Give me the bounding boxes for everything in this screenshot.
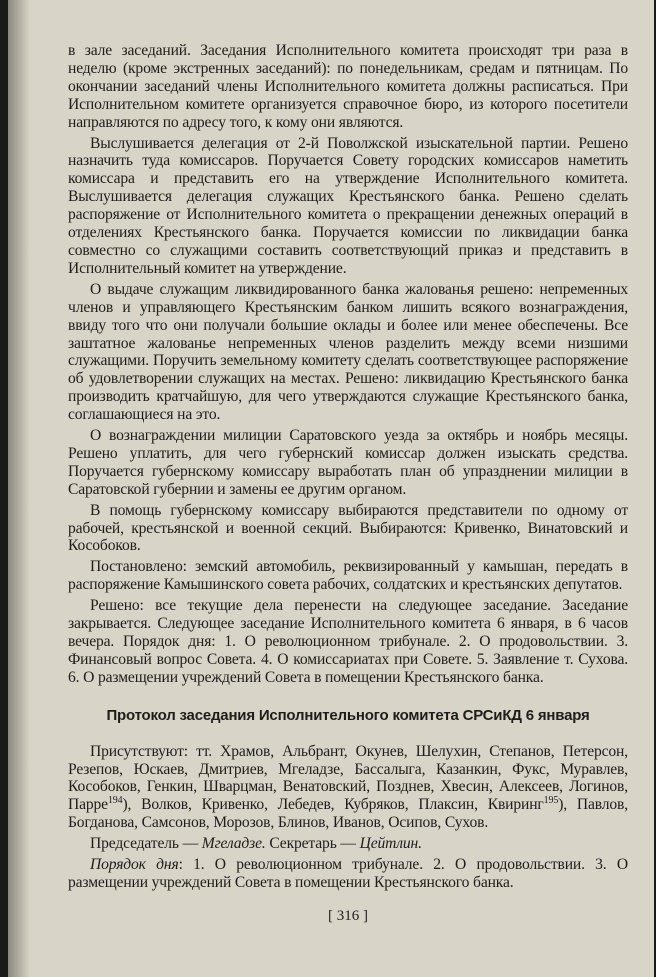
paragraph: в зале заседаний. Заседания Исполнительного комитета происходят три раза в неделю (кроме экстренных заседаний): по понедельникам, средам и пятницам. По окончании заседаний члены Исполнительного комитета должны расписаться. При Исполнительном комитете организуется справочное бюро, из которого посетители направляются по адресу того, к кому они являются.: [68, 42, 628, 131]
paragraph: О вознаграждении милиции Саратовского уезда за октябрь и ноябрь месяцы. Решено уплатить, для чего губернский комиссар должен изыскать средства. Поручается губернскому комиссару выработать план об упразднении милиции в Саратовской губернии и замены ее другим органом.: [68, 427, 628, 498]
attendees-text: ), Павлов, Богданова, Самсонов, Морозов, Блинов, Иванов, Осипов, Сухов.: [68, 796, 628, 832]
agenda-label: Порядок дня: [90, 856, 179, 874]
attendees-paragraph: [68, 743, 628, 833]
attendees-text: Присутствуют: тт. Храмов, Альбрант, Окунев, Шелухин, Степанов, Петерсон, Резепов, Юскаев, Дмитриев, Мгеладзе, Бассалыга, Казанкин, Фукс, Муравлев, Кособоков, Генкин, Шварцман, Венатовский, Позднев, Хвесин, Алексеев, Логинов, Парре: [68, 742, 628, 814]
footnote-ref: 194: [107, 795, 123, 807]
secretary-label: Секретарь —: [265, 835, 360, 853]
chair-name: Мгеладзе.: [201, 835, 266, 853]
paragraph: Выслушивается делегация от 2-й Поволжской изыскательной партии. Решено назначить туда комиссаров. Поручается Совету городских комиссаров наметить комиссара и представить его на утверждение Исполнительного комитета. Выслушивается делегация служащих Крестьянского банка. Решено сделать распоряжение от Исполнительного комитета о прекращении денежных операций в отделениях Крестьянского банка. Поручается комиссии по ликвидации банка совместно со служащими составить соответствующий приказ и представить в Исполнительный комитет на утверждение.: [68, 134, 628, 277]
secretary-name: Цейтлин.: [359, 835, 422, 853]
chair-paragraph: [68, 835, 628, 853]
agenda-text: : 1. О революционном трибунале. 2. О продовольствии. 3. О размещении учреждений Совета в помещении Крестьянского банка.: [68, 856, 628, 891]
attendees-text: ), Волков, Кривенко, Лебедев, Кубряков, Плаксин, Квиринг: [122, 796, 544, 814]
paragraph: Постановлено: земский автомобиль, реквизированный у камышан, передать в распоряжение Камышинского совета рабочих, солдатских и крестьянских депутатов.: [68, 558, 628, 594]
paragraph: Решено: все текущие дела перенести на следующее заседание. Заседание закрывается. Следующее заседание Исполнительного комитета 6 января, в 6 часов вечера. Порядок дня: 1. О революционном трибунале. 2. О продовольствии. 3. Финансовый вопрос Совета. 4. О комиссариатах при Совете. 5. Заявление т. Сухова. 6. О размещении учреждений Совета в помещении Крестьянского банка.: [68, 597, 628, 686]
agenda-paragraph: [68, 856, 628, 892]
page-number: [ 316 ]: [328, 907, 368, 924]
paragraph: В помощь губернскому комиссару выбираются представители по одному от рабочей, крестьянской и военной секций. Выбираются: Кривенко, Винатовский и Кособоков.: [68, 501, 628, 555]
paragraph: О выдаче служащим ликвидированного банка жалованья решено: непременных членов и управляющего Крестьянским банком лишить всякого вознаграждения, ввиду того что они получали большие оклады и более или менее обеспечены. Все заштатное жалованье непременных членов разделить между всеми низшими служащими. Поручить земельному комитету сделать соответствующее распоряжение об удовлетворении служащих на местах. Решено: ликвидацию Крестьянского банка производить кратчайшую, для чего утверждаются служащие Крестьянского банка, соглашающиеся на это.: [68, 280, 628, 424]
body-text: [68, 42, 628, 892]
chair-label: Председатель —: [90, 835, 202, 853]
book-page: [8, 0, 654, 977]
footnote-ref: 195: [543, 795, 559, 807]
protocol-heading: Протокол заседания Исполнительного комитета СРСиКД 6 января: [106, 706, 590, 724]
